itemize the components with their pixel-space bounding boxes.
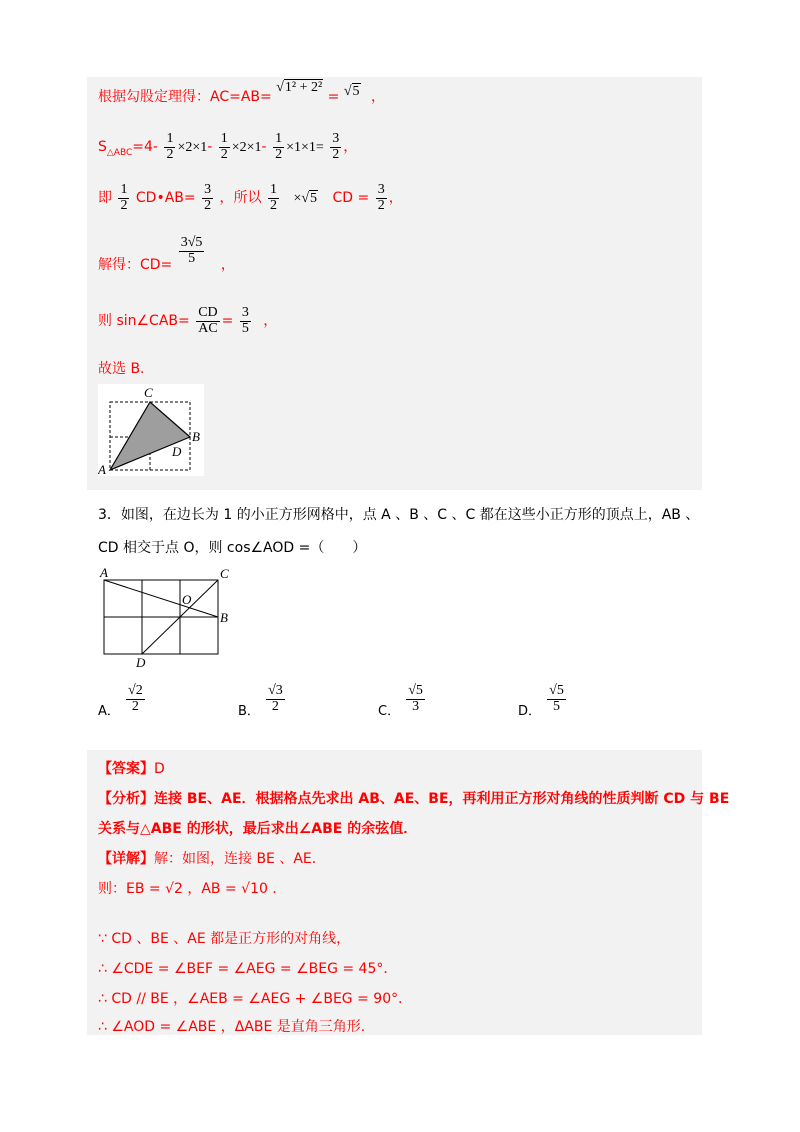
option-c[interactable]: C． $\frac{√5}{3}$: [378, 683, 423, 719]
fraction: $\frac{√5}{5}$: [549, 683, 564, 714]
fraction: $\frac{CD}{AC}$: [198, 305, 218, 336]
solution-line-4: 解得：CD= $\frac{3√5}{5}$ ，: [98, 235, 235, 274]
fraction: $\frac{√3}{2}$: [268, 683, 283, 714]
detail-line-2: 则：EB = √2 ，AB = √10 ．: [98, 881, 287, 897]
fraction: $\frac{1}{2}$: [220, 131, 228, 162]
detail-line-5: ∴ CD // BE ，∠AEB = ∠AEG + ∠BEG = 90°．: [98, 991, 413, 1007]
question-3-line-2: CD 相交于点 O，则 cos∠AOD =（ ）: [98, 540, 367, 556]
label-a: A: [98, 462, 106, 476]
sqrt-5: √5: [343, 84, 360, 99]
analysis-line-2: 关系与△ABE 的形状，最后求出∠ABE 的余弦值．: [98, 821, 418, 837]
label-d: D: [172, 444, 182, 459]
sqrt-1-2: √1² + 2²: [276, 80, 323, 95]
question-3-line-1: 3．如图，在边长为 1 的小正方形网格中，点 A 、B 、C 、C 都在这些小正方形的顶点上，AB 、: [98, 507, 700, 523]
analysis-line-1: 【分析】连接 BE、AE．根据格点先求出 AB、AE、BE，再利用正方形对角线的性质判断 CD 与 BE: [98, 791, 730, 807]
fraction: $\frac{3}{2}$: [377, 182, 385, 213]
option-d[interactable]: D． $\frac{√5}{5}$: [518, 683, 564, 719]
label-c: C: [220, 566, 229, 581]
pythagoras-text: 根据勾股定理得：AC=AB=: [98, 89, 272, 105]
label-b: B: [192, 429, 200, 444]
detail-line-3: ∵ CD 、BE 、AE 都是正方形的对角线，: [98, 931, 351, 947]
option-b[interactable]: B． $\frac{√3}{2}$: [238, 683, 283, 719]
label-o: O: [182, 592, 192, 607]
fraction: $\frac{3√5}{5}$: [180, 235, 203, 266]
segment-ab: [104, 580, 218, 617]
figure-grid-aod: [98, 566, 238, 670]
solution-line-6: 故选 B.: [98, 361, 145, 377]
figure-triangle-abc: [98, 384, 204, 476]
label-b: B: [220, 610, 228, 625]
fraction: $\frac{1}{2}$: [275, 131, 283, 162]
solution-line-2: $S_{\triangle ABC}=4-$ $\frac{1}{2}$ ×2×1- $\frac{1}{2}$ ×2×1- $\frac{1}{2}$ ×1×1= $\frac{3}{2}$ ，: [98, 131, 358, 162]
solution-line-5: 则 sin∠CAB= $\frac{CD}{AC}$ = $\frac{3}{5}$ ，: [98, 305, 278, 336]
fraction: $\frac{1}{2}$: [120, 182, 128, 213]
fraction: $\frac{3}{2}$: [204, 182, 212, 213]
fraction: $\frac{√5}{3}$: [408, 683, 423, 714]
label-a: A: [100, 566, 108, 580]
fraction: $\frac{3}{5}$: [241, 305, 249, 336]
solution-line-1: 根据勾股定理得：AC=AB= √1² + 2² = √5 ，: [98, 80, 385, 105]
label-c: C: [144, 385, 153, 400]
fraction: $\frac{3}{2}$: [332, 131, 340, 162]
detail-line-6: ∴ ∠AOD = ∠ABE ，ΔABE 是直角三角形．: [98, 1019, 375, 1035]
fraction: $\frac{√2}{2}$: [128, 683, 143, 714]
detail-line-4: ∴ ∠CDE = ∠BEF = ∠AEG = ∠BEG = 45°．: [98, 961, 398, 977]
solution-line-3: 即 $\frac{1}{2}$ CD•AB= $\frac{3}{2}$ ，所以 $\frac{1}{2}$ ×√5 CD = $\frac{3}{2}$ ，: [98, 182, 403, 213]
fraction: $\frac{1}{2}$: [270, 182, 277, 213]
label-d: D: [136, 655, 146, 670]
fraction: $\frac{1}{2}$: [166, 131, 174, 162]
detail-line-1: 【详解】解：如图，连接 BE 、AE．: [98, 851, 326, 867]
option-a[interactable]: A． $\frac{√2}{2}$: [98, 683, 143, 719]
answer-line: 【答案】D: [98, 761, 165, 777]
answer-value: D: [154, 761, 165, 777]
